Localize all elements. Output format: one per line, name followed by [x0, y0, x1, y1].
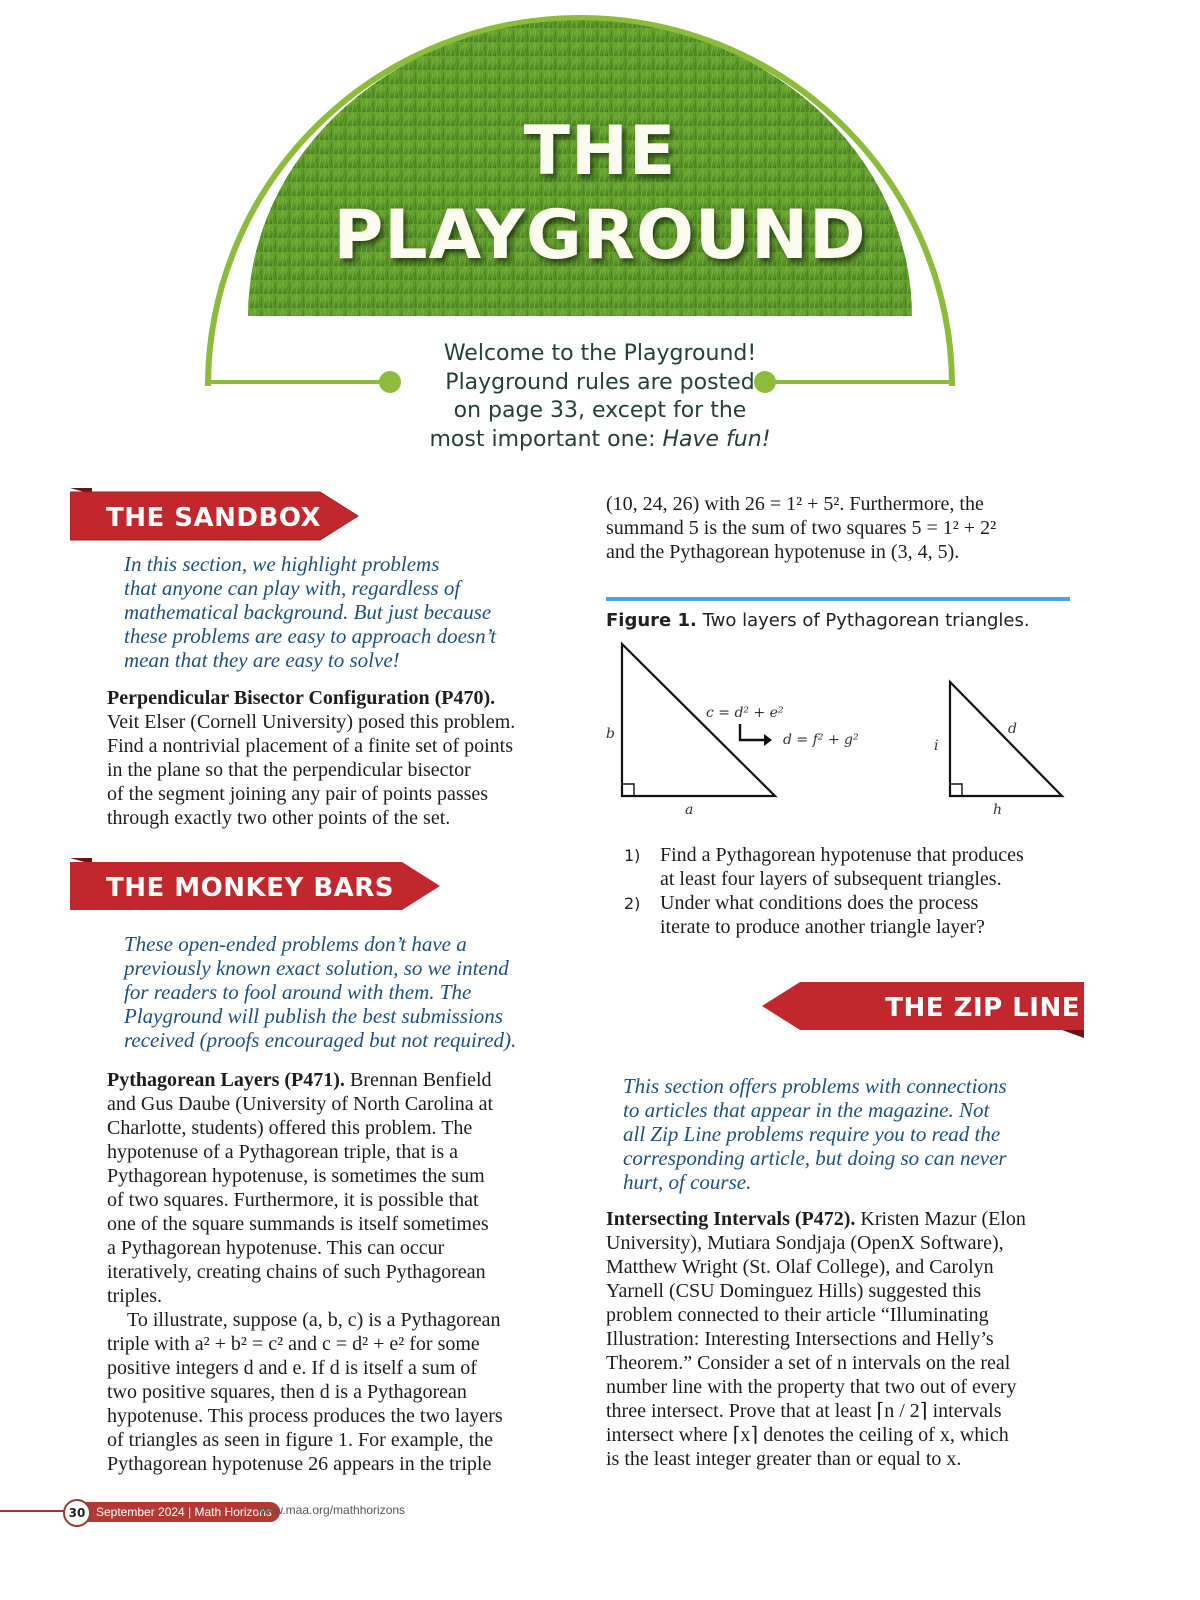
question-1: Find a Pythagorean hypotenuse that produces at least four layers of subsequent triangles. [660, 844, 1024, 890]
small-triangle [950, 682, 1062, 796]
zip-line-banner-label: THE ZIP LINE [885, 993, 1080, 1023]
zip-line-intro: This section offers problems with connections to articles that appear in the magazine. Not all Zip Line problems require you to read the corresponding article, but doing so can never hurt, of course. [623, 1074, 1007, 1194]
welcome-line: Playground rules are posted [445, 369, 755, 395]
sandbox-banner [70, 488, 360, 538]
hook-arrow [740, 724, 764, 740]
monkey-bars-banner-label: THE MONKEY BARS [106, 873, 395, 903]
welcome-line: on page 33, except for the [453, 398, 747, 423]
label-d-equation: d = f² + g² [783, 732, 859, 748]
zip-line-banner [760, 980, 1086, 1040]
figure-caption: Figure 1. Two layers of Pythagorean triangles. [606, 610, 1030, 631]
footer-url[interactable]: www.maa.org/mathhorizons [257, 1503, 406, 1517]
title-line-1: THE [523, 112, 677, 191]
p470-title: Perpendicular Bisector Configuration (P470). [107, 687, 496, 709]
label-c-equation: c = d² + e² [706, 705, 784, 721]
p471-continued: (10, 24, 26) with 26 = 1² + 5². Furthermore, the summand 5 is the sum of two squares 5 = 1² + 2² and the Pythagorean hypotenuse in (3, 4, 5). [606, 493, 997, 563]
question-2: Under what conditions does the process iterate to produce another triangle layer? [660, 892, 985, 938]
have-fun-emphasis: Have fun! [662, 426, 771, 452]
label-h: h [993, 802, 1003, 818]
sandbox-intro: In this section, we highlight problems that anyone can play with, regardless of mathematical background. But just because these problems are easy to approach doesn’t mean that they are easy to solve! [124, 552, 497, 672]
question-2-number: 2) [624, 894, 641, 913]
label-a: a [685, 802, 694, 818]
p471-title: Pythagorean Layers (P471). [107, 1069, 345, 1091]
welcome-line: most important one: Have fun! [429, 426, 771, 452]
figure-divider [606, 597, 1070, 601]
footer-issue: September 2024 | Math Horizons [86, 1502, 280, 1522]
footer-line [0, 1510, 64, 1512]
p472-title: Intersecting Intervals (P472). [606, 1208, 856, 1230]
label-d: d [1008, 721, 1017, 737]
label-b: b [606, 726, 615, 742]
welcome-message [380, 340, 820, 454]
monkey-bars-intro: These open-ended problems don’t have a previously known exact solution, so we intend for readers to fool around with them. The Playground will publish the best submissions received (proofs encouraged but not required). [124, 932, 517, 1052]
monkey-bars-banner [70, 858, 442, 908]
label-i: i [934, 738, 939, 754]
welcome-line: Welcome to the Playground! [443, 341, 757, 366]
title-line-2: PLAYGROUND [333, 196, 867, 275]
question-1-number: 1) [624, 846, 641, 865]
sandbox-banner-label: THE SANDBOX [106, 503, 322, 533]
p471-problem: Pythagorean Layers (P471). Brennan Benfield and Gus Daube (University of North Carolina at Charlotte, students) offered this problem. The hypotenuse of a Pythagorean triple, that is a Pythagorean hypotenuse, is sometimes the sum of two squares. Furthermore, it is possible that one of the square summands is itself sometimes a Pythagorean hypotenuse. This can occur iteratively, creating chains of such Pythagorean triples. To illustrate, suppose (a, b, c) is a Pythagorean triple with a² + b² = c² and c = d² + e² for some positive integers d and e. If d is itself a sum of two positive squares, then d is a Pythagorean hypotenuse. This process produces the two layers of triangles as seen in figure 1. For example, the Pythagorean hypotenuse 26 appears in the triple [107, 1069, 503, 1475]
p470-problem: Perpendicular Bisector Configuration (P470). Veit Elser (Cornell University) posed this problem. Find a nontrivial placement of a finite set of points in the plane so that the perpendicular bisector of the segment joining any pair of points passes through exactly two other points of the set. [107, 687, 516, 829]
page-number: 30 [63, 1499, 91, 1527]
p472-problem: Intersecting Intervals (P472). Kristen Mazur (Elon University), Mutiara Sondjaja (OpenX Software), Matthew Wright (St. Olaf College), and Carolyn Yarnell (CSU Dominguez Hills) suggested this problem connected to their article “Illuminating Illustration: Interesting Intersections and Helly’s Theorem.” Consider a set of n intervals on the real number line with the property that two out of every three intersect. Prove that at least ⌈n / 2⌉ intervals intersect where ⌈x⌉ denotes the ceiling of x, which is the least integer greater than or equal to x. [606, 1208, 1026, 1470]
